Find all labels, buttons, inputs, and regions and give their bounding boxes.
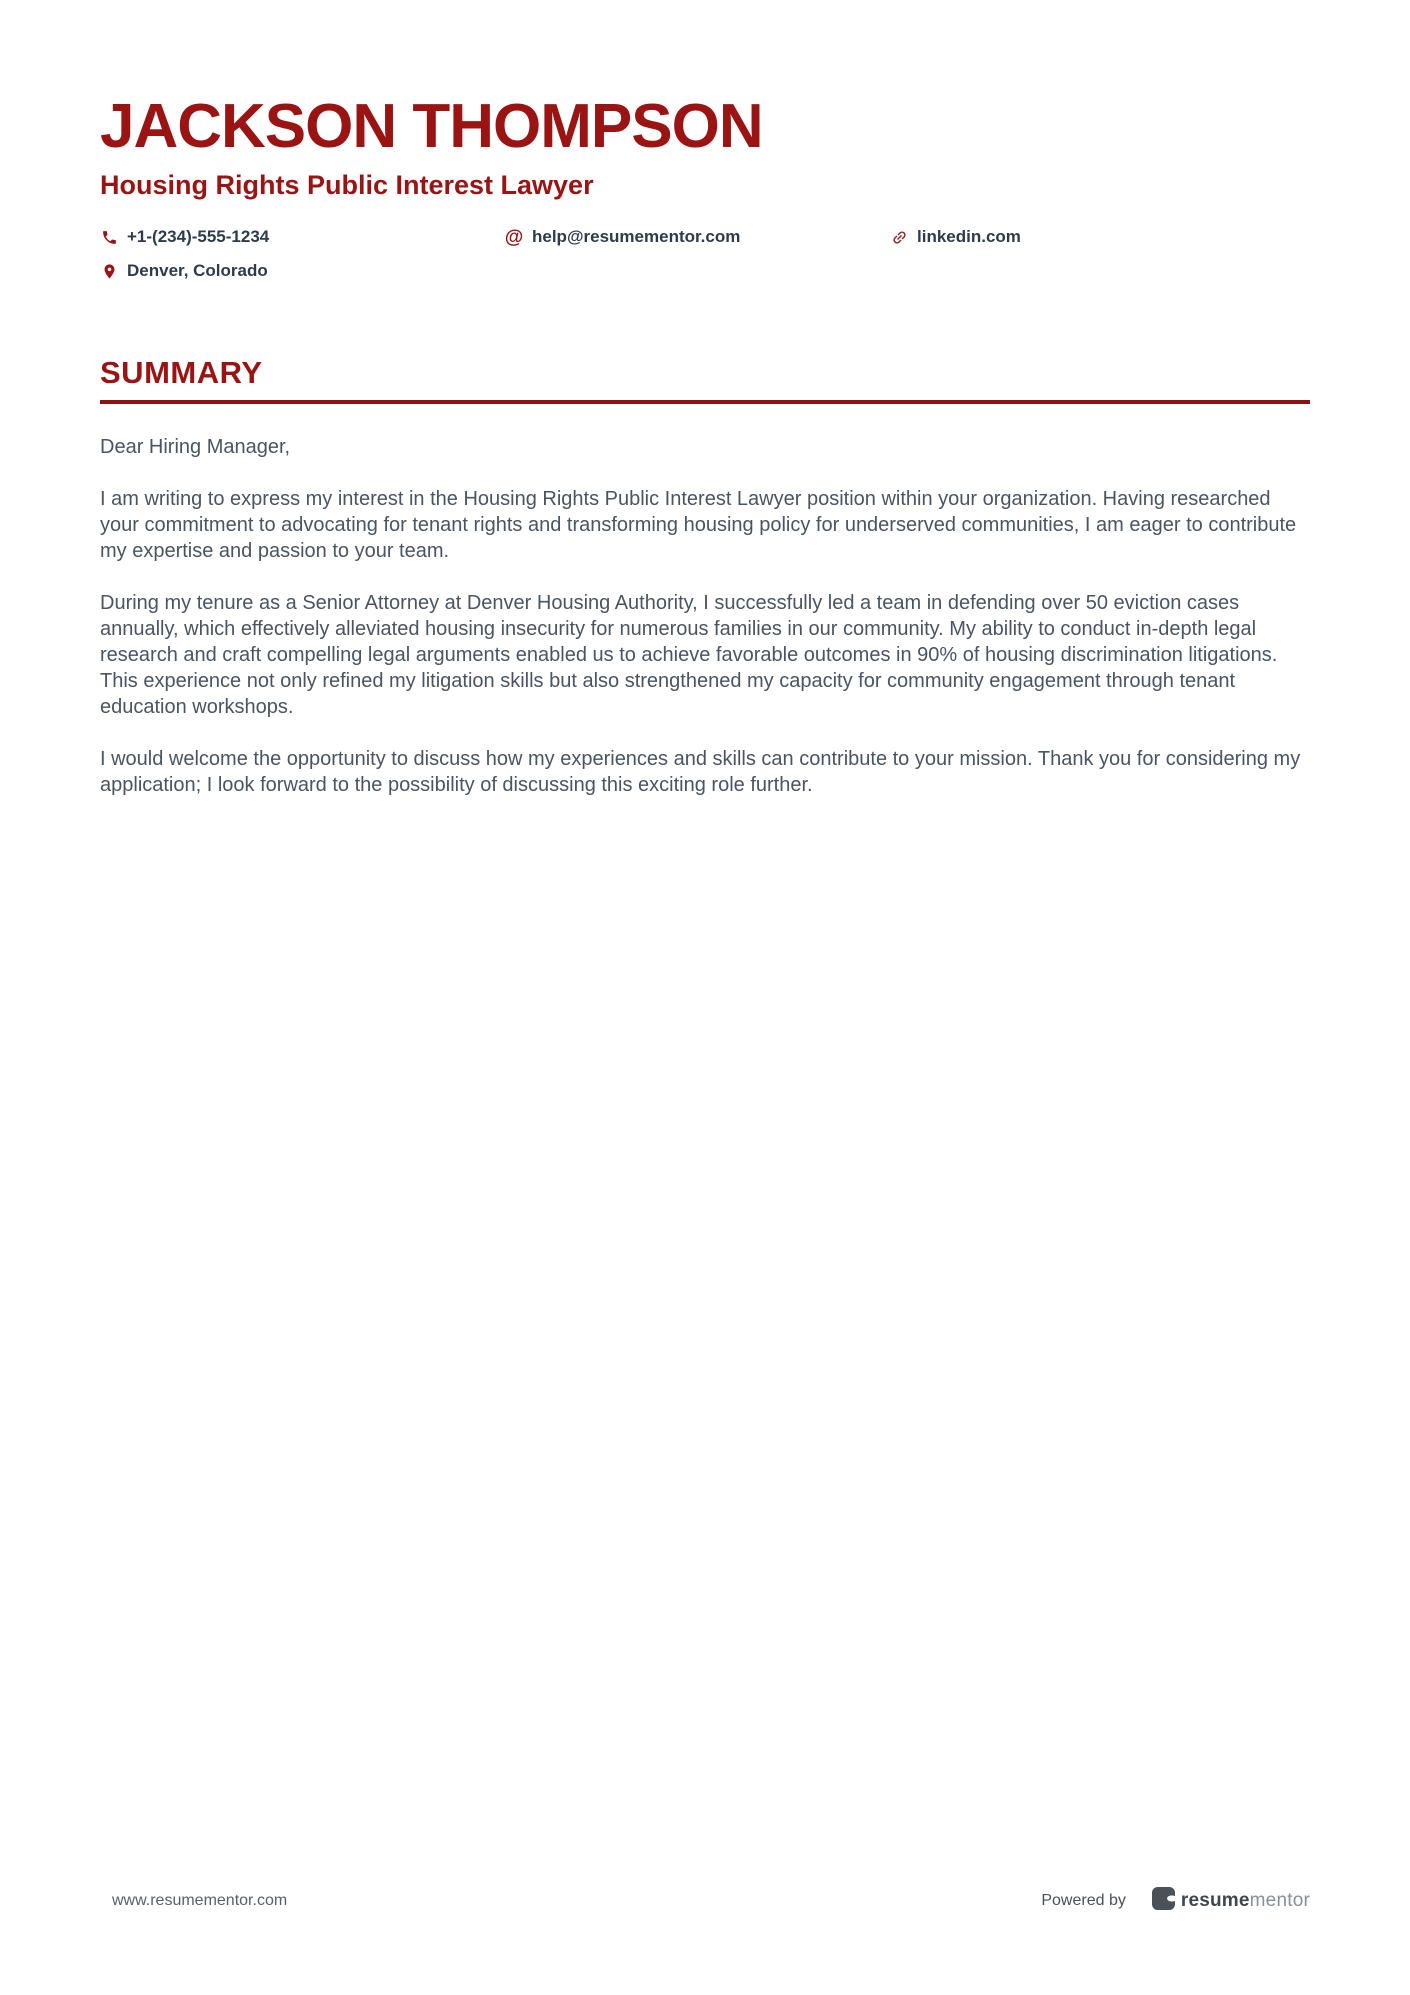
person-name: JACKSON THOMPSON [100, 92, 763, 161]
powered-by-label: Powered by [1041, 1892, 1126, 1909]
paragraph: I am writing to express my interest in the Housing Rights Public Interest Lawyer position within your organization. Having researched your commitment to advocating for tenant rights and transforming housing policy for underserved communities, I am eager to contribute my expertise and passion to your team. [100, 488, 1297, 562]
job-title: Housing Rights Public Interest Lawyer [100, 170, 594, 200]
contact-linkedin[interactable] [890, 227, 1310, 247]
contact-phone [100, 227, 505, 247]
paragraph: During my tenure as a Senior Attorney at Denver Housing Authority, I successfully led a team in defending over 50 eviction cases annually, which effectively alleviated housing insecurity for numerous families in our community. My ability to conduct in-depth legal research and craft compelling legal arguments enabled us to achieve favorable outcomes in 90% of housing discrimination litigations. This experience not only refined my litigation skills but also strengthened my capacity for community engagement through tenant education workshops. [100, 592, 1278, 718]
page-footer [0, 1887, 1410, 1915]
summary-heading: SUMMARY [100, 355, 1310, 404]
cover-letter-body [100, 434, 1310, 798]
resumementor-logo-icon [1152, 1887, 1175, 1915]
summary-section [100, 355, 1310, 798]
phone-number: +1-(234)-555-1234 [127, 227, 270, 246]
footer-website-link[interactable]: www.resumementor.com [112, 1892, 288, 1909]
linkedin-url: linkedin.com [917, 227, 1021, 246]
contact-info [100, 227, 1310, 281]
contact-email[interactable] [505, 227, 890, 247]
link-icon [890, 229, 908, 246]
footer-branding [1041, 1887, 1310, 1915]
contact-location [100, 261, 505, 281]
resumementor-brand-link[interactable] [1152, 1887, 1310, 1915]
location-icon [100, 263, 118, 280]
brand-name [1181, 1890, 1310, 1912]
brand-name-mentor: mentor [1249, 1890, 1310, 1911]
paragraph: I would welcome the opportunity to discuss how my experiences and skills can contribute to your mission. Thank you for considering my application; I look forward to the possibility of discussing this exciting role further. [100, 748, 1301, 796]
salutation: Dear Hiring Manager, [100, 436, 291, 458]
page-content [0, 0, 1410, 798]
at-icon: @ [504, 226, 524, 248]
phone-icon [100, 229, 118, 246]
location-text: Denver, Colorado [127, 261, 268, 280]
email-address: help@resumementor.com [532, 227, 741, 246]
brand-name-resume: resume [1180, 1890, 1250, 1911]
